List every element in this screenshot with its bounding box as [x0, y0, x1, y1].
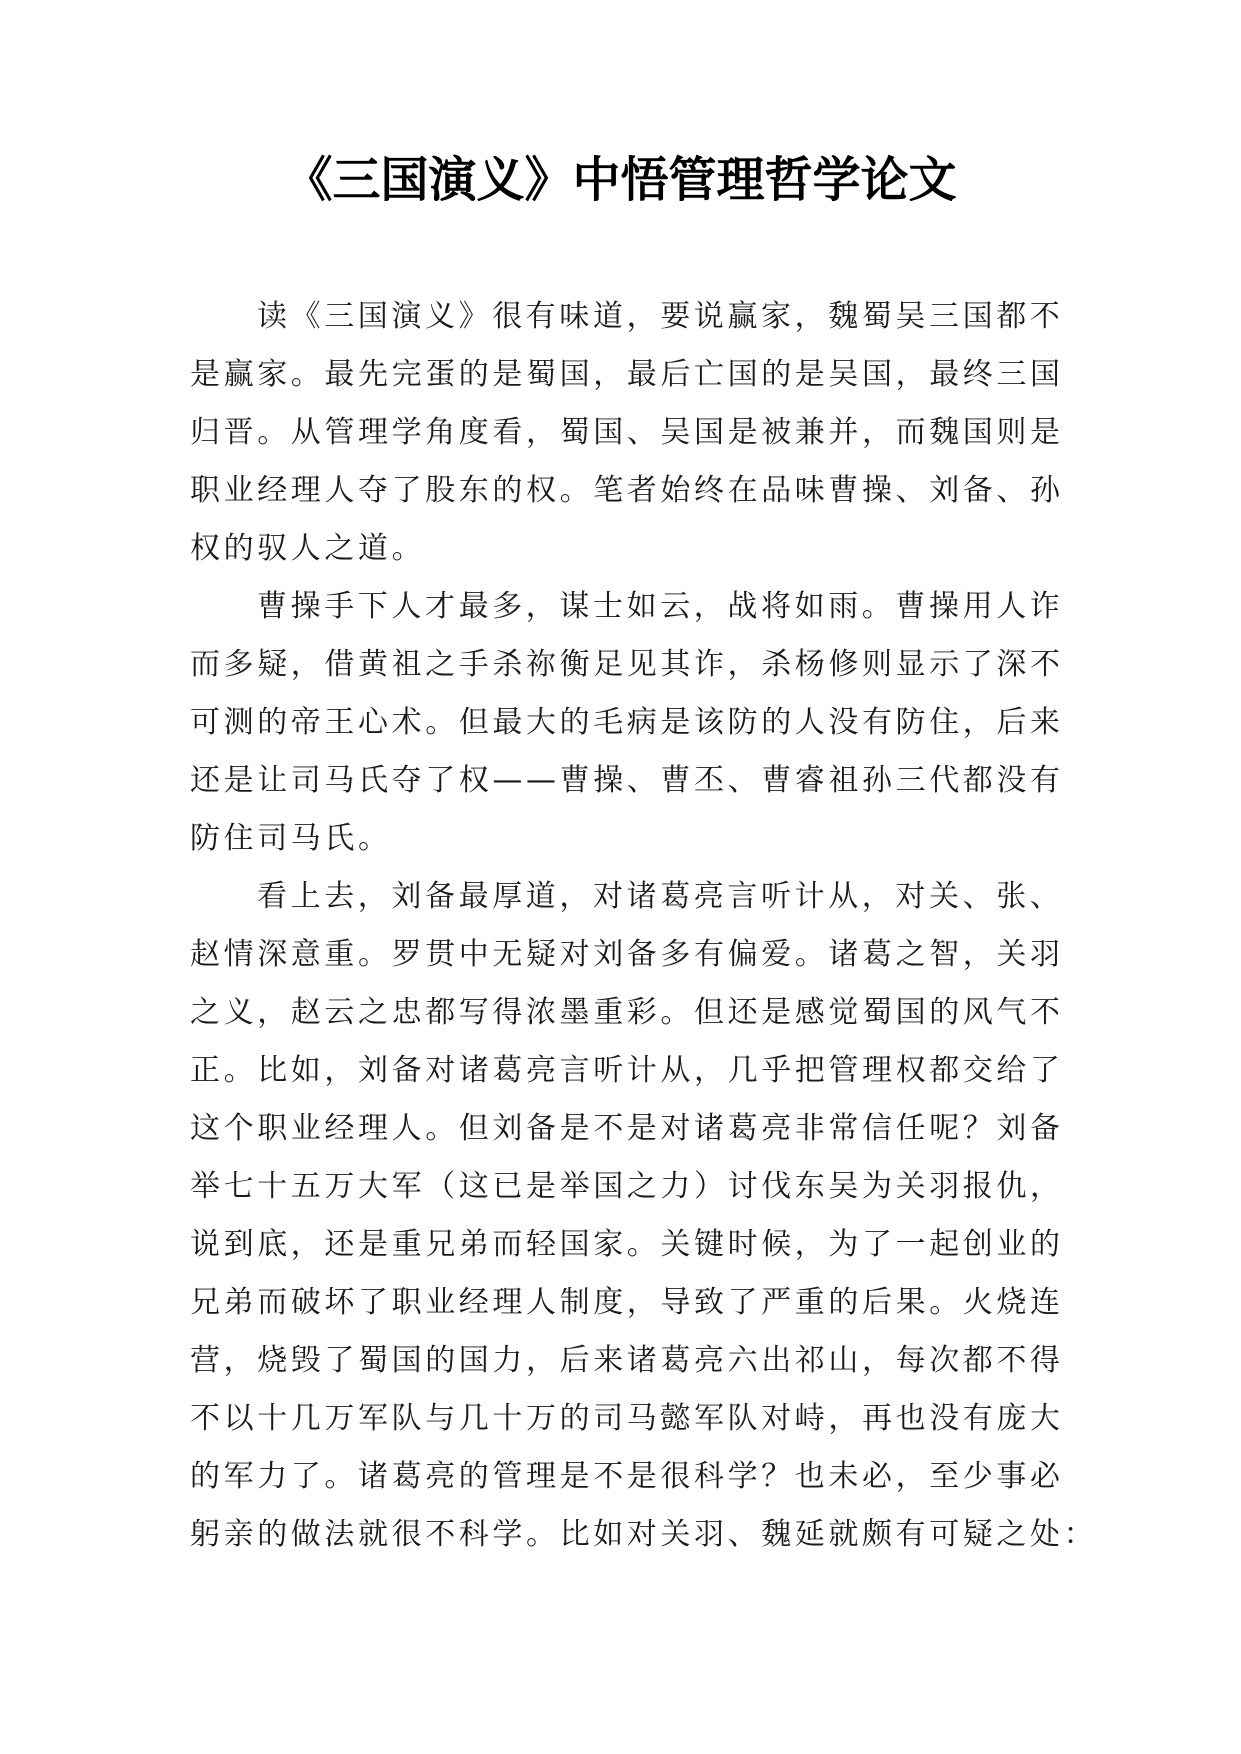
text-line: 举七十五万大军（这已是举国之力）讨伐东吴为关羽报仇，: [190, 1169, 1064, 1204]
text-line: 的军力了。诸葛亮的管理是不是很科学？也未必，至少事必: [190, 1459, 1064, 1494]
text-line: 兄弟而破坏了职业经理人制度，导致了严重的后果。火烧连: [190, 1285, 1064, 1320]
text-line: 看上去，刘备最厚道，对诸葛亮言听计从，对关、张、: [257, 879, 1064, 914]
text-line: 是赢家。最先完蛋的是蜀国，最后亡国的是吴国，最终三国: [190, 357, 1064, 392]
text-line: 不以十几万军队与几十万的司马懿军队对峙，再也没有庞大: [190, 1401, 1064, 1436]
text-line: 躬亲的做法就很不科学。比如对关羽、魏延就颇有可疑之处：: [190, 1517, 1098, 1552]
text-line: 防住司马氏。: [190, 821, 392, 856]
text-line: 可测的帝王心术。但最大的毛病是该防的人没有防住，后来: [190, 705, 1064, 740]
text-line: 说到底，还是重兄弟而轻国家。关键时候，为了一起创业的: [190, 1227, 1064, 1262]
text-line: 之义，赵云之忠都写得浓墨重彩。但还是感觉蜀国的风气不: [190, 995, 1064, 1030]
text-line: 读《三国演义》很有味道，要说赢家，魏蜀吴三国都不: [257, 299, 1064, 334]
text-line: 还是让司马氏夺了权——曹操、曹丕、曹睿祖孙三代都没有: [190, 763, 1064, 798]
text-line: 职业经理人夺了股东的权。笔者始终在品味曹操、刘备、孙: [190, 473, 1064, 508]
paragraph: [190, 868, 1098, 1564]
text-line: 而多疑，借黄祖之手杀祢衡足见其诈，杀杨修则显示了深不: [190, 647, 1064, 682]
text-line: 曹操手下人才最多，谋士如云，战将如雨。曹操用人诈: [257, 589, 1064, 624]
paragraph: [190, 578, 1064, 868]
text-line: 权的驭人之道。: [190, 531, 426, 566]
text-line: 正。比如，刘备对诸葛亮言听计从，几乎把管理权都交给了: [190, 1053, 1064, 1088]
document-title: 《三国演义》中悟管理哲学论文: [284, 152, 957, 208]
text-line: 营，烧毁了蜀国的国力，后来诸葛亮六出祁山，每次都不得: [190, 1343, 1064, 1378]
text-line: 归晋。从管理学角度看，蜀国、吴国是被兼并，而魏国则是: [190, 415, 1064, 450]
paragraph: [190, 288, 1064, 578]
document-body: [190, 288, 1098, 1564]
text-line: 赵情深意重。罗贯中无疑对刘备多有偏爱。诸葛之智，关羽: [190, 937, 1064, 972]
text-line: 这个职业经理人。但刘备是不是对诸葛亮非常信任呢？刘备: [190, 1111, 1064, 1146]
